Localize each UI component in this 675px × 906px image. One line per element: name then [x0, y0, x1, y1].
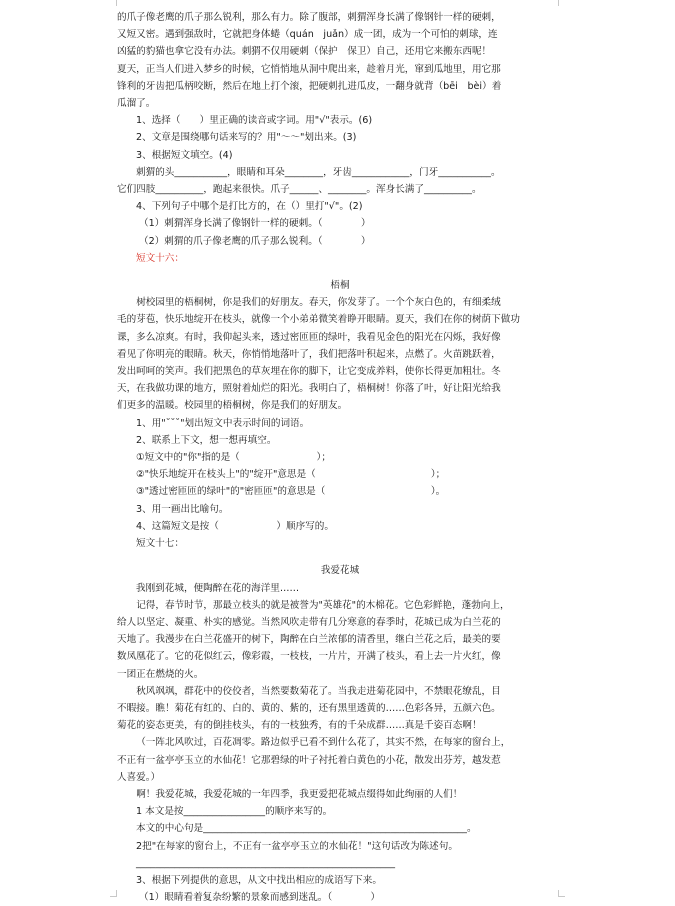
question-item: 4、这篇短文是按（ ）顺序写的。: [136, 520, 334, 532]
question-item: 本文的中心句是_______________________________________________________。: [136, 823, 477, 835]
fill-blank-line: 它们四肢__________，跑起来很快。爪子______、________。浑身长满了__________。: [117, 184, 482, 196]
passage-line: 菊花的姿态更美，有的倒挂枝头，有的一枝独秀，有的千朵成群……真是千姿百态啊！: [117, 720, 482, 732]
question-item: 2、联系上下文，想一想再填空。: [136, 434, 277, 446]
passage-title: 我爱花城: [320, 565, 360, 577]
passage-title: 梧桐: [330, 280, 350, 292]
question-item: 3、用一画出比喻句。: [136, 503, 229, 515]
question-item: 1 本文是按_________________的顺序来写的。: [136, 806, 333, 818]
section-heading: 短文十六：: [136, 252, 184, 264]
passage-line: 天，在我做功课的地方，照射着灿烂的阳光。我明白了，梧桐树！你落了叶，好让阳光给我: [117, 383, 501, 395]
passage-line: 我刚到花城，便陶醉在花的海洋里……: [136, 582, 300, 594]
answer-line: ______________________________________________________: [136, 857, 396, 869]
margin-corner-mark: [110, 0, 117, 6]
question-item: 4、下列句子中哪个是打比方的，在（）里打"√"。(2): [136, 201, 363, 213]
question-subitem: ①短文中的"你"指的是（ ）；: [136, 452, 331, 464]
passage-line: 人喜爱。）: [117, 771, 161, 783]
passage-line: 不暇接。瞧！菊花有红的、白的、黄的、紫的，还有黑里透黄的……色彩各异，五颜六色。: [117, 702, 501, 714]
passage-line: （一阵北风吹过，百花凋零。路边似乎已看不到什么花了，其实不然，在每家的窗台上，: [136, 737, 511, 749]
passage-line: 锋利的牙齿把瓜柄咬断，然后在地上打个滚，把硬刺扎进瓜皮，一翻身就背（bēi bèi）着: [117, 80, 502, 92]
passage-line: 凶猛的豹猫也拿它没有办法。刺猬不仅用硬刺（保护 保卫）自己，还用它来搬东西呢！: [117, 46, 492, 58]
margin-corner-mark: [110, 890, 117, 897]
question-item: 1、用"˘˘˘"划出短文中表示时间的词语。: [136, 417, 310, 429]
question-item: 2把"在每家的窗台上，不正有一盆亭亭玉立的水仙花！"这句话改为陈述句。: [136, 840, 458, 852]
passage-line: 不正有一盆亭亭玉立的水仙花！它那碧绿的叶子衬托着白黄色的小花，散发出芬芳，越发惹: [117, 754, 501, 766]
question-item: 3、根据短文填空。(4): [136, 149, 233, 161]
passage-line: 一团正在燃烧的火。: [117, 668, 204, 680]
passage-line: 啊！我爱花城，我爱花城的一年四季，我更爱把花城点缀得如此绚丽的人们！: [136, 788, 463, 800]
passage-line: 记得，春节时节，那最立枝头的就是被誉为"英雄花"的木棉花。它色彩鲜艳，蓬勃向上，: [136, 599, 510, 611]
passage-line: 看见了你明亮的眼睛。秋天，你悄悄地落叶了，我们把落叶积起来，点燃了。火苗跳跃着，: [117, 348, 501, 360]
passage-line: 给人以坚定、凝重、朴实的感觉。当然风吹走带有几分寒意的春季时，花城已成为白兰花的: [117, 616, 501, 628]
passage-line: 秋风飒飒，群花中的佼佼者，当然要数菊花了。当我走进菊花园中，不禁眼花缭乱，目: [136, 685, 501, 697]
passage-line: 瓜溜了。: [117, 98, 156, 110]
question-subitem: ③"透过密匝匝的绿叶"的"密匝匝"的意思是（ ）。: [136, 486, 446, 498]
question-subitem: （1）刺猬浑身长满了像钢针一样的硬刺。（ ）: [139, 218, 371, 230]
question-subitem: （2）刺猬的爪子像老鹰的爪子那么锐利。（ ）: [139, 235, 371, 247]
passage-line: 课，多么凉爽。有时，我仰起头来，透过密匝匝的绿叶，我看见金色的阳光在闪烁，我好像: [117, 331, 501, 343]
passage-line: 树校园里的梧桐树，你是我们的好朋友。春天，你发芽了。一个个灰白色的，有细柔绒: [136, 297, 501, 309]
passage-line: 的爪子像老鹰的爪子那么锐利，那么有力。除了腹部，刺猬浑身长满了像钢针一样的硬刺，: [117, 12, 501, 23]
passage-line: 数凤凰花了。它的花似红云，像彩霞，一枝枝，一片片，开满了枝头，看上去一片火红，像: [117, 651, 501, 663]
section-heading: 短文十七：: [136, 538, 184, 550]
question-subitem: （1）眼睛看着复杂纷繁的景象而感到迷乱。（ ）: [139, 892, 381, 904]
passage-line: 又短又密。遇到强敌时，它就把身体蜷（quán juǎn）成一团，成为一个可怕的刺球，连: [117, 29, 498, 41]
passage-line: 们更多的温暖。校园里的梧桐树，你是我们的好朋友。: [117, 400, 348, 412]
passage-line: 毛的芽苞，快乐地绽开在枝头，就像一个小弟弟微笑着睁开眼睛。夏天，我们在你的树荫下做功: [117, 314, 520, 326]
margin-corner-mark: [558, 0, 565, 6]
passage-line: 发出呵呵的笑声。我们把黑色的草灰埋在你的脚下，让它变成养料，使你长得更加粗壮。冬: [117, 366, 501, 378]
fill-blank-line: 刺猬的头___________，眼睛和耳朵________，牙齿____________，门牙___________。: [136, 166, 501, 178]
passage-line: 天地了。我漫步在白兰花盛开的树下，陶醉在白兰浓郁的清香里，继白兰花之后，最美的要: [117, 634, 501, 646]
passage-line: 夏天，正当人们进入梦乡的时候，它悄悄地从洞中爬出来，趁着月光，窜到瓜地里，用它那: [117, 63, 501, 75]
question-item: 2、文章是围绕哪句话来写的？用"～～"划出来。(3): [136, 132, 357, 144]
question-subitem: ②"快乐地绽开在枝头上"的"绽开"意思是（ ）；: [136, 469, 446, 481]
question-item: 3、根据下列提供的意思，从文中找出相应的成语写下来。: [136, 874, 382, 886]
question-item: 1、选择（ ）里正确的读音或字词。用"√"表示。(6): [136, 115, 373, 127]
document-body: [117, 9, 563, 906]
